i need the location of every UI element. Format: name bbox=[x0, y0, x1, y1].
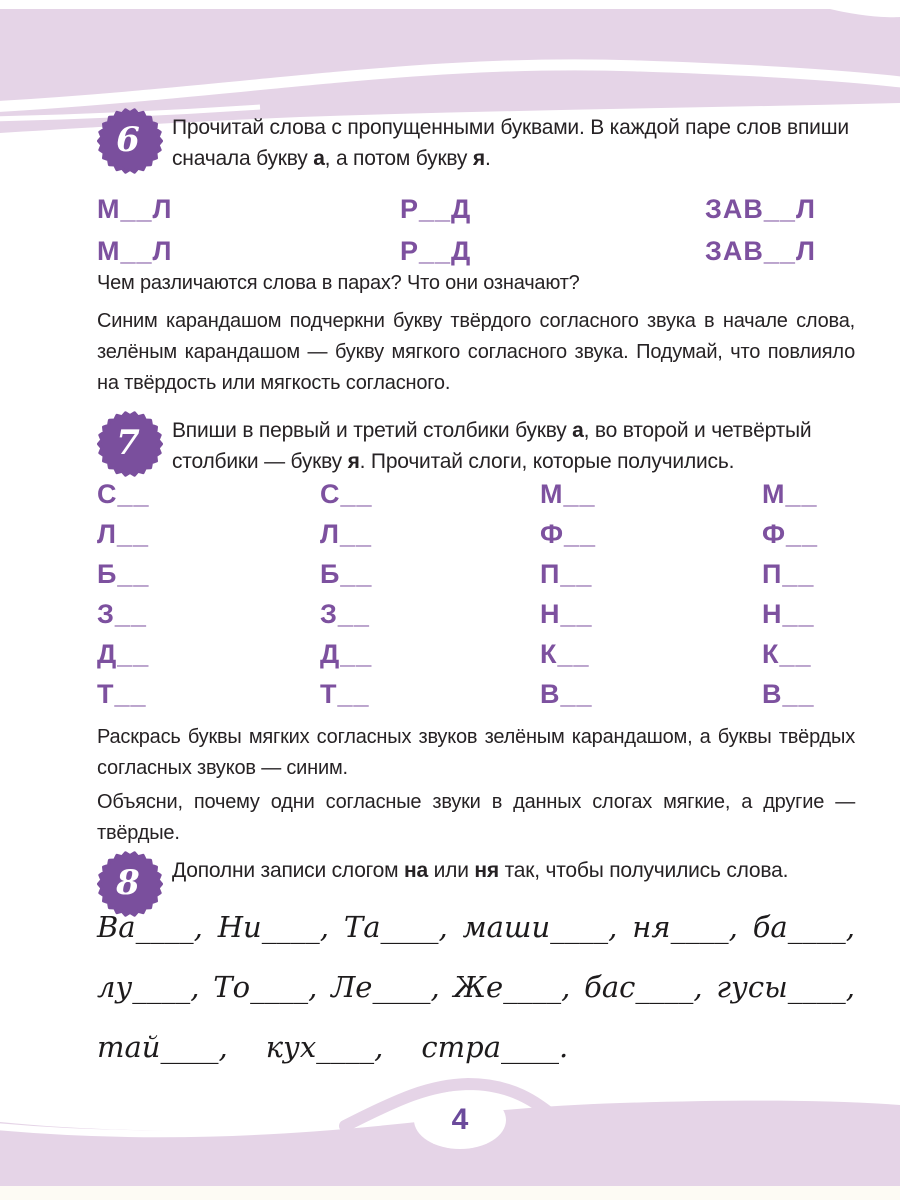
exercise-6 bbox=[97, 108, 855, 174]
cursive-item: Ни____, bbox=[217, 910, 329, 944]
bottom-strip bbox=[0, 1186, 900, 1200]
syllable-cell: З__ bbox=[97, 599, 147, 629]
exercise-7-note1: Раскрась буквы мягких согласных звуков зелёным карандашом, а буквы твёрдых согласных звуков — синим. bbox=[97, 726, 855, 779]
cursive-item: Же____, bbox=[453, 970, 571, 1004]
cursive-item: гусы____, bbox=[716, 970, 855, 1004]
cursive-item: лу____, bbox=[97, 970, 200, 1004]
cursive-line bbox=[97, 1030, 855, 1064]
exercise-7-syllable-grid bbox=[97, 474, 855, 714]
syllable-cell: Б__ bbox=[320, 559, 373, 589]
syllable-cell: Ф__ bbox=[540, 519, 597, 549]
syllable-cell: Т__ bbox=[97, 679, 147, 709]
syllable-cell: С__ bbox=[320, 479, 373, 509]
cursive-item: Ва____, bbox=[97, 910, 203, 944]
syllable-cell: М__ bbox=[762, 479, 818, 509]
exercise-7-instruction: Впиши в первый и третий столбики букву а, во второй и четвёртый столбики — букву я. Прочитай слоги, которые получились. bbox=[172, 419, 812, 473]
syllable-cell: Н__ bbox=[762, 599, 815, 629]
syllable-cell: Ф__ bbox=[762, 519, 819, 549]
syllable-cell: В__ bbox=[762, 679, 815, 709]
syllable-cell: М__ bbox=[540, 479, 596, 509]
word-cell: ЗАВ__Л bbox=[705, 194, 816, 224]
cursive-line bbox=[97, 970, 855, 1004]
word-row bbox=[97, 230, 855, 272]
cursive-item: бас____, bbox=[584, 970, 703, 1004]
syllable-cell: К__ bbox=[762, 639, 812, 669]
exercise-6-question: Чем различаются слова в парах? Что они означают? bbox=[97, 272, 580, 294]
word-cell: Р__Д bbox=[400, 236, 472, 266]
cursive-item: ба____, bbox=[752, 910, 855, 944]
exercise-8-badge bbox=[97, 851, 163, 917]
exercise-6-badge bbox=[97, 108, 163, 174]
cursive-item: ня____, bbox=[632, 910, 738, 944]
syllable-cell: Д__ bbox=[97, 639, 150, 669]
word-cell: М__Л bbox=[97, 194, 173, 224]
cursive-item: Та____, bbox=[343, 910, 448, 944]
syllable-cell: Н__ bbox=[540, 599, 593, 629]
exercise-8-lines bbox=[97, 910, 855, 1064]
exercise-7-note2: Объясни, почему одни согласные звуки в данных слогах мягкие, а другие — твёрдые. bbox=[97, 791, 855, 844]
page-number-oval bbox=[414, 1091, 506, 1149]
word-row bbox=[97, 188, 855, 230]
syllable-cell: П__ bbox=[762, 559, 815, 589]
exercise-number: 8 bbox=[116, 863, 140, 903]
syllable-cell: Л__ bbox=[97, 519, 149, 549]
exercise-8-instruction: Дополни записи слогом на или ня так, чтобы получились слова. bbox=[172, 859, 789, 882]
syllable-cell: П__ bbox=[540, 559, 593, 589]
syllable-cell: Б__ bbox=[97, 559, 150, 589]
cursive-line bbox=[97, 910, 855, 944]
syllable-cell: Т__ bbox=[320, 679, 370, 709]
exercise-7 bbox=[97, 411, 855, 477]
exercise-6-instruction: Прочитай слова с пропущенными буквами. В каждой паре слов впиши сначала букву а, а потом букву я. bbox=[172, 116, 849, 170]
syllable-cell: С__ bbox=[97, 479, 150, 509]
word-cell: ЗАВ__Л bbox=[705, 236, 816, 266]
exercise-8 bbox=[97, 851, 855, 917]
exercise-number: 7 bbox=[116, 423, 140, 463]
cursive-item: То____, bbox=[213, 970, 318, 1004]
cursive-item: маши____, bbox=[462, 910, 618, 944]
page-number: 4 bbox=[451, 1103, 469, 1136]
cursive-item: стра____. bbox=[421, 1030, 569, 1064]
exercise-7-badge bbox=[97, 411, 163, 477]
syllable-cell: В__ bbox=[540, 679, 593, 709]
syllable-cell: К__ bbox=[540, 639, 590, 669]
exercise-6-words bbox=[97, 188, 855, 272]
exercise-number: 6 bbox=[116, 120, 140, 160]
exercise-6-note: Синим карандашом подчеркни букву твёрдого согласного звука в начале слова, зелёным карандашом — букву мягкого согласного звука. Подумай, что повлияло на твёрдость или мягкость согласного. bbox=[97, 310, 855, 394]
cursive-item: тай____, bbox=[97, 1030, 228, 1064]
cursive-item: Ле____, bbox=[331, 970, 440, 1004]
cursive-item: кух____, bbox=[265, 1030, 384, 1064]
syllable-cell: Л__ bbox=[320, 519, 372, 549]
syllable-cell: Д__ bbox=[320, 639, 373, 669]
syllable-cell: З__ bbox=[320, 599, 370, 629]
word-cell: Р__Д bbox=[400, 194, 472, 224]
word-cell: М__Л bbox=[97, 236, 173, 266]
